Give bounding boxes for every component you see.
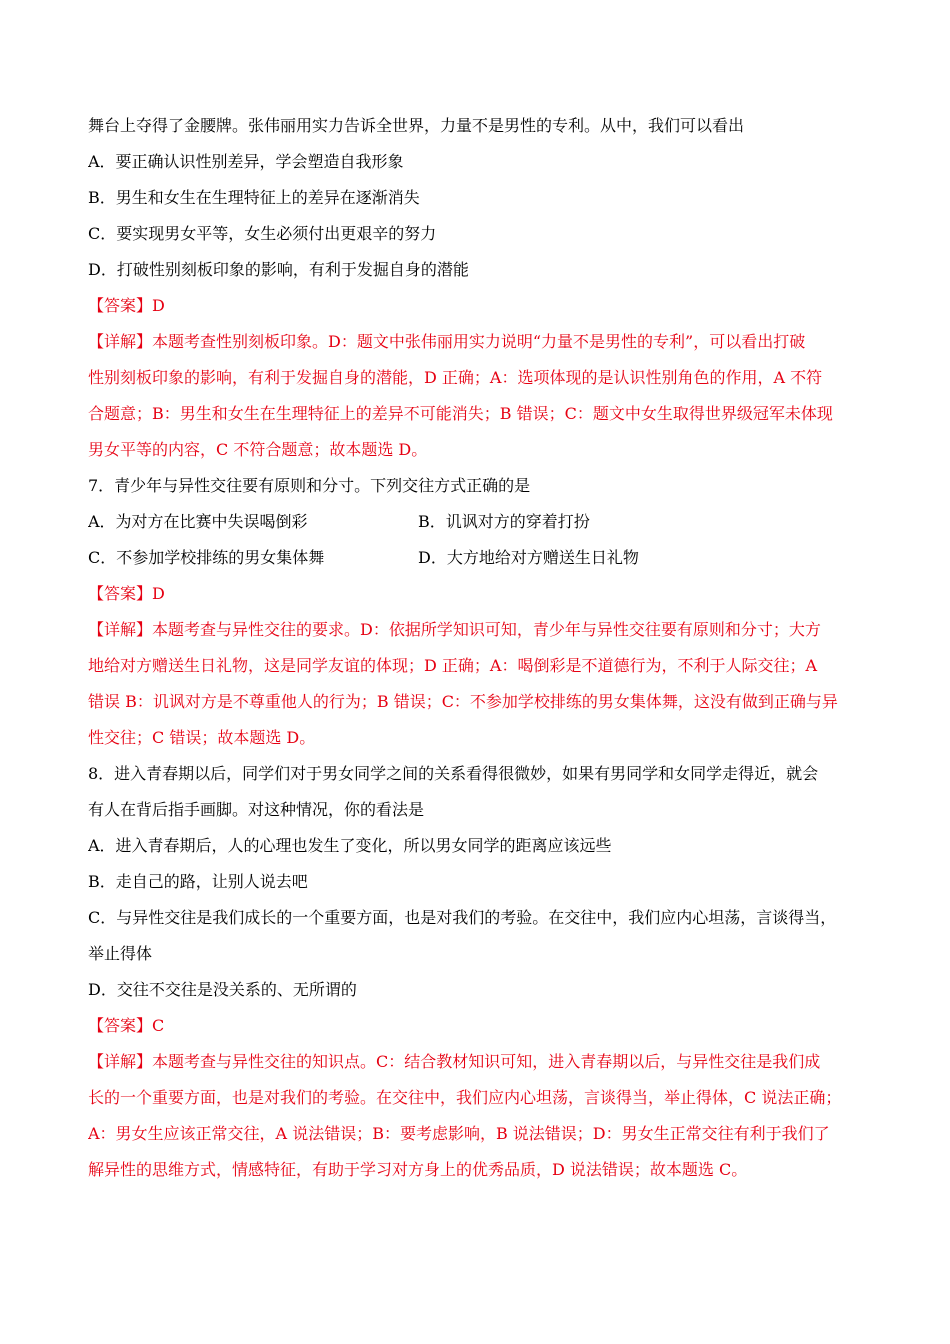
q8-option-a: A．进入青春期后，人的心理也发生了变化，所以男女同学的距离应该远些 xyxy=(88,836,612,855)
q6-explanation-line-3: 合题意；B：男生和女生在生理特征上的差异不可能消失；B 错误；C：题文中女生取得世界级冠军未体现 xyxy=(88,404,833,423)
q8-explanation-line-4: 解异性的思维方式，情感特征，有助于学习对方身上的优秀品质，D 说法错误；故本题选 C。 xyxy=(88,1160,748,1179)
q6-explanation-line-4: 男女平等的内容，C 不符合题意；故本题选 D。 xyxy=(88,440,428,459)
q6-stem-continuation: 舞台上夺得了金腰牌。张伟丽用实力告诉全世界，力量不是男性的专利。从中，我们可以看出 xyxy=(88,116,745,135)
q7-explanation-line-1: 【详解】本题考查与异性交往的要求。D：依据所学知识可知，青少年与异性交往要有原则和分寸；大方 xyxy=(88,620,821,639)
q7-stem: 7．青少年与异性交往要有原则和分寸。下列交往方式正确的是 xyxy=(88,476,531,495)
q6-explanation-line-1: 【详解】本题考查性别刻板印象。D：题文中张伟丽用实力说明“力量不是男性的专利”，可以看出打破 xyxy=(88,332,806,351)
q8-explanation-line-2: 长的一个重要方面，也是对我们的考验。在交往中，我们应内心坦荡，言谈得当，举止得体，C 说法正确； xyxy=(88,1088,842,1107)
q8-stem-line-1: 8．进入青春期以后，同学们对于男女同学之间的关系看得很微妙，如果有男同学和女同学走得近，就会 xyxy=(88,764,819,783)
q8-option-b: B．走自己的路，让别人说去吧 xyxy=(88,872,308,891)
q7-option-d: D．大方地给对方赠送生日礼物 xyxy=(418,548,639,567)
q7-options-row-2 xyxy=(88,546,868,570)
q7-option-b: B．讥讽对方的穿着打扮 xyxy=(418,512,590,531)
q7-option-c: C．不参加学校排练的男女集体舞 xyxy=(88,548,325,567)
q6-explanation-line-2: 性别刻板印象的影响，有利于发掘自身的潜能，D 正确；A：选项体现的是认识性别角色的作用，A 不符 xyxy=(88,368,823,387)
q7-options-row-1 xyxy=(88,510,868,534)
q7-explanation-line-4: 性交往；C 错误；故本题选 D。 xyxy=(88,728,316,747)
q8-option-c-line-1: C．与异性交往是我们成长的一个重要方面，也是对我们的考验。在交往中，我们应内心坦荡，言谈得当， xyxy=(88,908,837,927)
q8-option-d: D．交往不交往是没关系的、无所谓的 xyxy=(88,980,357,999)
q8-explanation-line-1: 【详解】本题考查与异性交往的知识点。C：结合教材知识可知，进入青春期以后，与异性交往是我们成 xyxy=(88,1052,821,1071)
document-page xyxy=(88,114,868,1194)
q6-option-a: A．要正确认识性别差异，学会塑造自我形象 xyxy=(88,152,404,171)
q7-explanation-line-3: 错误 B：讥讽对方是不尊重他人的行为；B 错误；C：不参加学校排练的男女集体舞，这没有做到正确与异 xyxy=(88,692,838,711)
q6-option-d: D．打破性别刻板印象的影响，有利于发掘自身的潜能 xyxy=(88,260,469,279)
q6-option-c: C．要实现男女平等，女生必须付出更艰辛的努力 xyxy=(88,224,437,243)
q8-answer: 【答案】C xyxy=(88,1016,165,1035)
q7-explanation-line-2: 地给对方赠送生日礼物，这是同学友谊的体现；D 正确；A：喝倒彩是不道德行为，不利于人际交往；A xyxy=(88,656,818,675)
q8-explanation-line-3: A：男女生应该正常交往，A 说法错误；B：要考虑影响，B 说法错误；D：男女生正常交往有利于我们了 xyxy=(88,1124,830,1143)
q6-option-b: B．男生和女生在生理特征上的差异在逐渐消失 xyxy=(88,188,420,207)
q8-stem-line-2: 有人在背后指手画脚。对这种情况，你的看法是 xyxy=(88,800,425,819)
q7-answer: 【答案】D xyxy=(88,584,165,603)
q6-answer: 【答案】D xyxy=(88,296,165,315)
q7-option-a: A．为对方在比赛中失误喝倒彩 xyxy=(88,512,308,531)
q8-option-c-line-2: 举止得体 xyxy=(88,944,153,963)
